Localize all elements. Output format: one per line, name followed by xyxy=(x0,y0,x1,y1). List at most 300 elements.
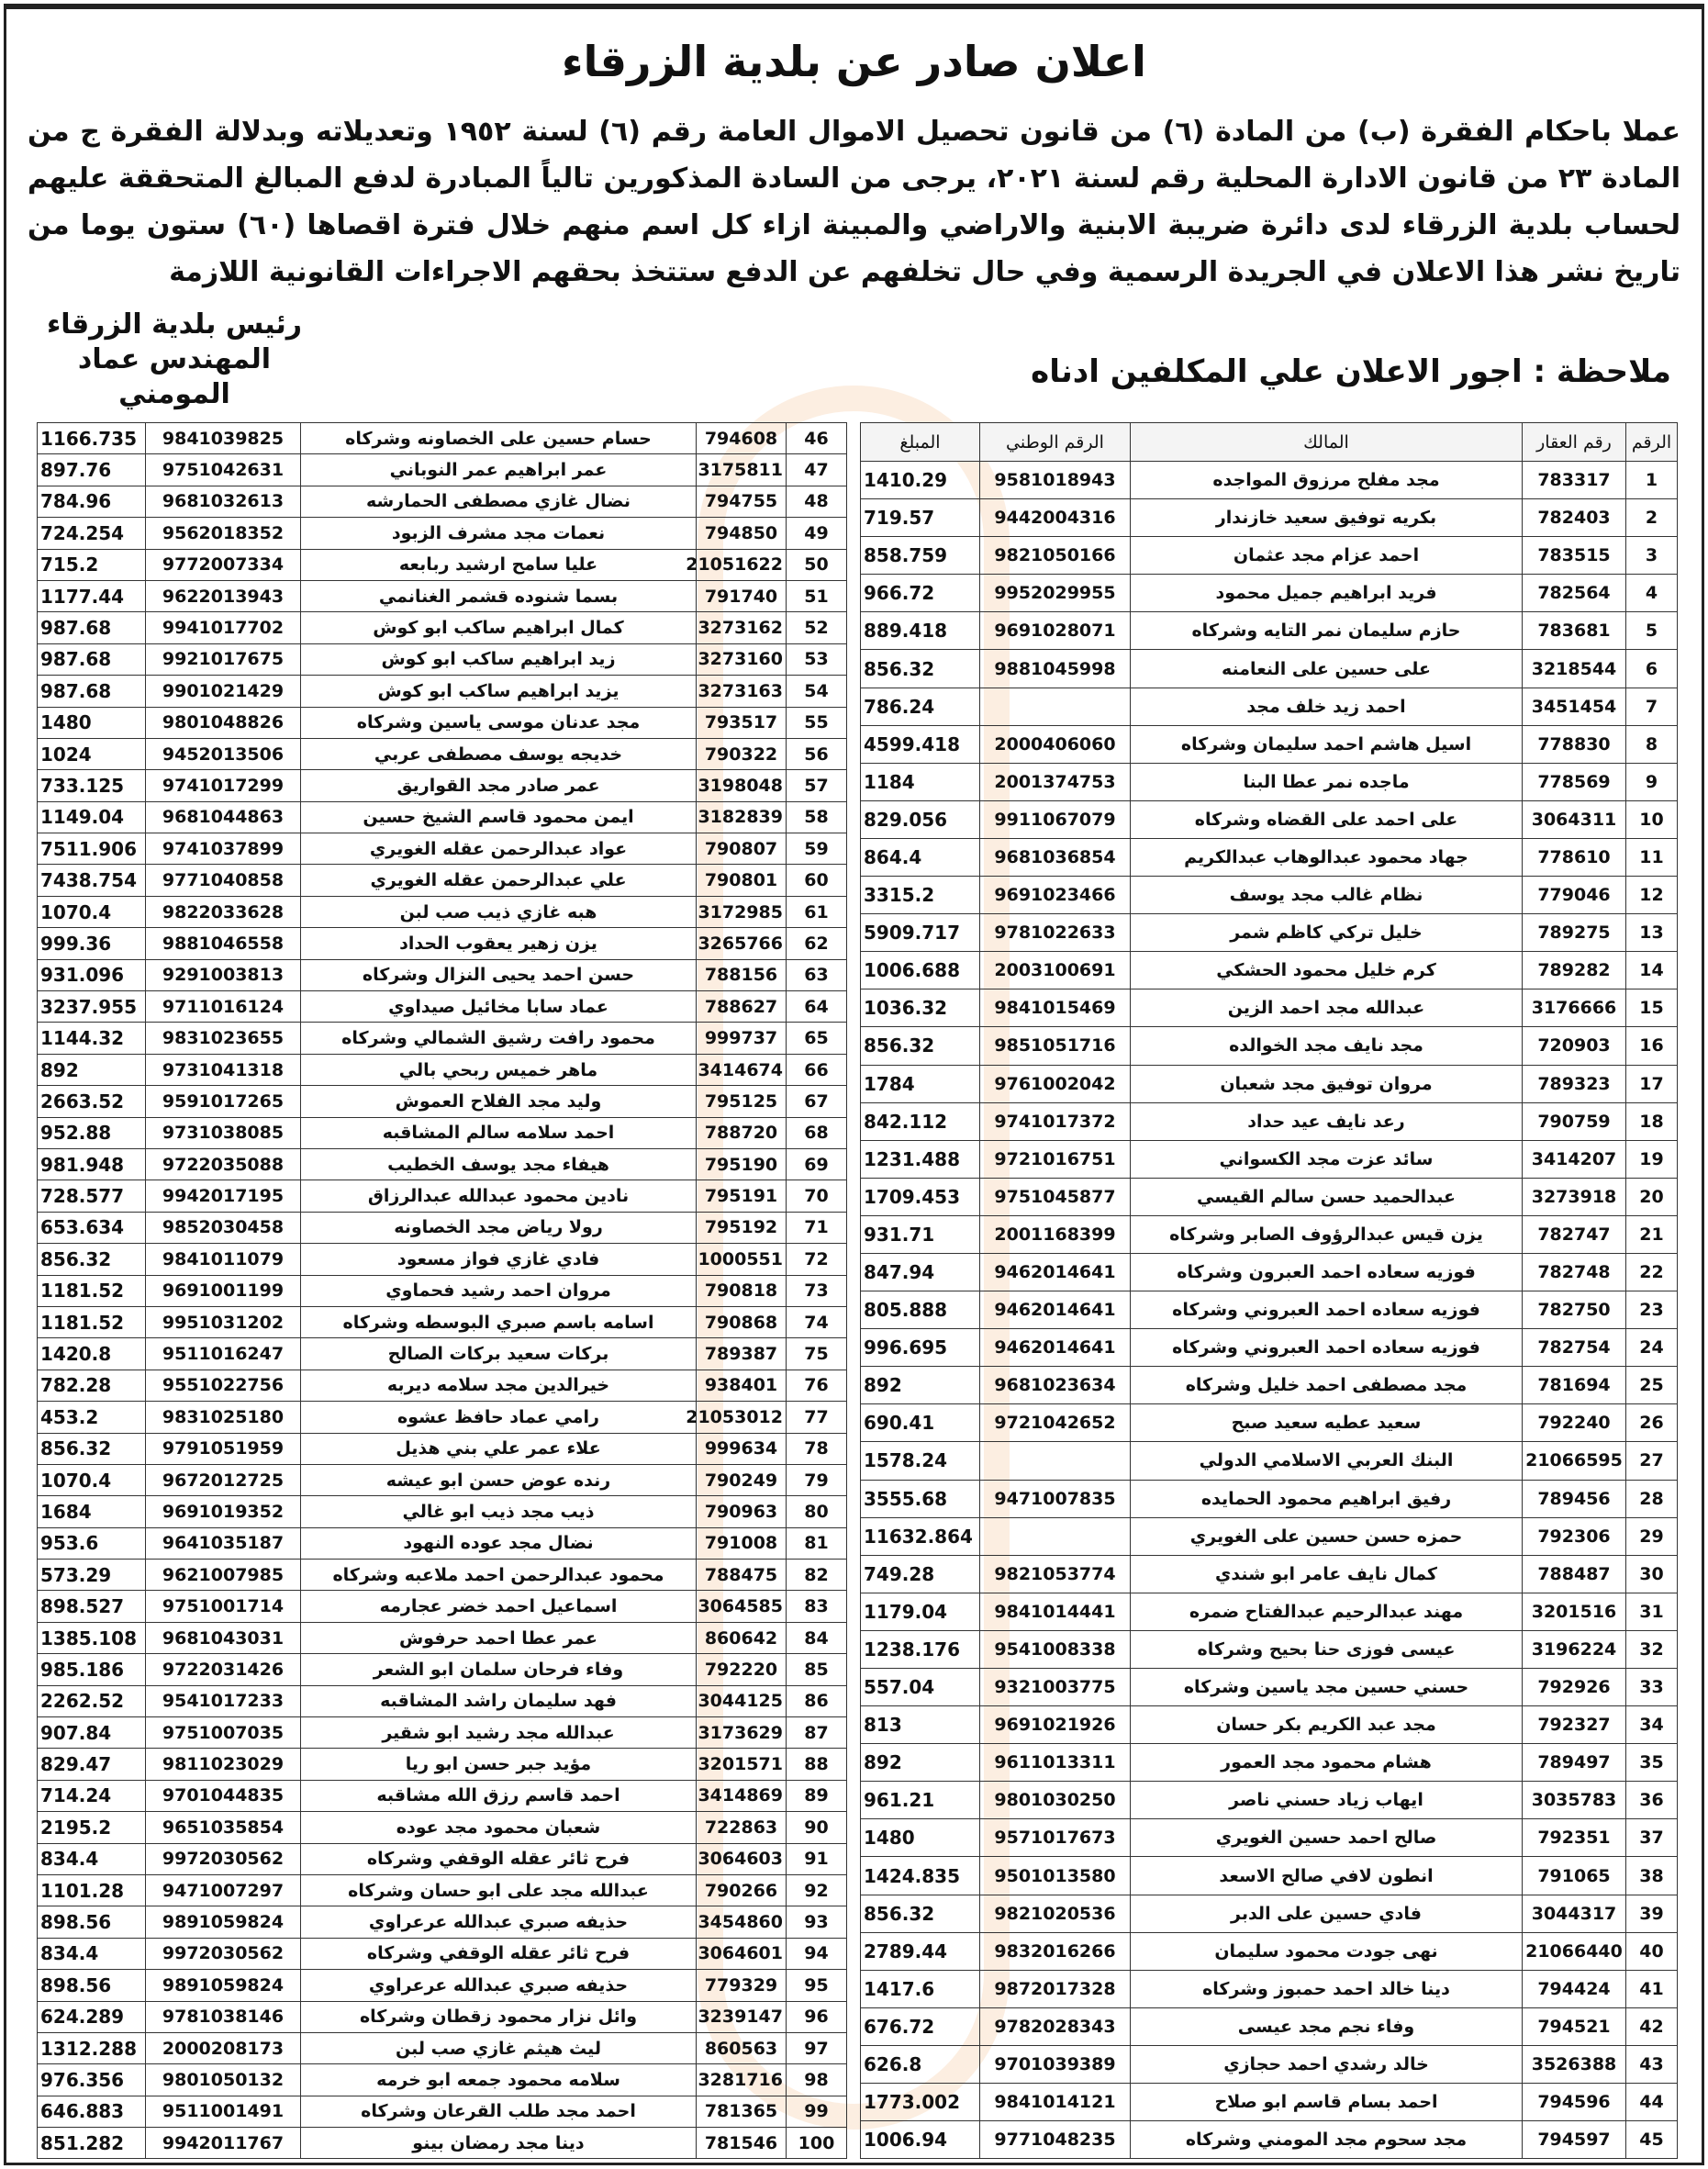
table-row xyxy=(38,549,847,580)
cell-owner: عليا سامح ارشيد ربابعه xyxy=(301,549,697,580)
cell-owner: نعمات مجد مشرف الزبود xyxy=(301,518,697,549)
cell-owner: حمزه حسن حسين على الغويري xyxy=(1131,1517,1523,1555)
cell-amount: 842.112 xyxy=(861,1102,980,1140)
cell-amount: 898.56 xyxy=(38,1970,146,2001)
cell-owner: فرح ثائر عقله الوقفي وشركاه xyxy=(301,1843,697,1874)
cell-amount: 851.282 xyxy=(38,2128,146,2159)
cell-national: 9901021429 xyxy=(146,676,301,707)
table-row xyxy=(861,1819,1678,1857)
cell-national: 9751042631 xyxy=(146,454,301,486)
cell-property: 3281716 xyxy=(697,2064,787,2096)
cell-property: 791740 xyxy=(697,580,787,611)
table-row xyxy=(38,738,847,769)
cell-owner: علي عبدالرحمن عقله الغويري xyxy=(301,865,697,896)
cell-amount: 985.186 xyxy=(38,1654,146,1685)
table-row xyxy=(861,1630,1678,1668)
cell-property: 21051622 xyxy=(697,549,787,580)
cell-num: 94 xyxy=(787,1938,847,1969)
cell-property: 783317 xyxy=(1523,462,1626,499)
cell-property: 792327 xyxy=(1523,1706,1626,1744)
cell-owner: احمد سلامه سالم المشاقبه xyxy=(301,1117,697,1148)
cell-property: 21066440 xyxy=(1523,1932,1626,1970)
cell-property: 3064601 xyxy=(697,1938,787,1969)
cell-num: 30 xyxy=(1626,1555,1678,1593)
cell-owner: شعبان محمود مجد عوده xyxy=(301,1812,697,1843)
cell-num: 33 xyxy=(1626,1669,1678,1706)
cell-num: 70 xyxy=(787,1180,847,1212)
cell-num: 11 xyxy=(1626,838,1678,876)
cell-amount: 1166.735 xyxy=(38,423,146,454)
cell-national: 9841015469 xyxy=(980,989,1131,1027)
table-row xyxy=(861,1517,1678,1555)
cell-owner: فوزيه سعاده احمد العبروني وشركاه xyxy=(1131,1291,1523,1329)
cell-property: 778830 xyxy=(1523,725,1626,763)
table-row xyxy=(38,612,847,643)
cell-owner: احمد عزام مجد عثمان xyxy=(1131,537,1523,575)
cell-num: 5 xyxy=(1626,612,1678,650)
table-row xyxy=(38,1212,847,1243)
cell-national: 9651035854 xyxy=(146,1812,301,1843)
cell-amount: 856.32 xyxy=(38,1433,146,1464)
cell-property: 3454860 xyxy=(697,1906,787,1938)
cell-amount: 782.28 xyxy=(38,1370,146,1401)
cell-amount: 892 xyxy=(861,1367,980,1404)
cell-amount: 11632.864 xyxy=(861,1517,980,1555)
table-row xyxy=(38,1906,847,1938)
table-row xyxy=(38,865,847,896)
table-row xyxy=(38,1275,847,1306)
cell-property: 792306 xyxy=(1523,1517,1626,1555)
cell-owner: حازم سليمان نمر التايه وشركاه xyxy=(1131,612,1523,650)
cell-num: 6 xyxy=(1626,650,1678,688)
cell-national: 9701039389 xyxy=(980,2045,1131,2083)
table-row xyxy=(861,800,1678,838)
table-row xyxy=(861,1178,1678,1215)
table-row xyxy=(38,643,847,675)
cell-amount: 1420.8 xyxy=(38,1338,146,1370)
cell-property: 795191 xyxy=(697,1180,787,1212)
cell-national: 9841039825 xyxy=(146,423,301,454)
cell-national: 9801050132 xyxy=(146,2064,301,2096)
cell-property: 3414869 xyxy=(697,1780,787,1811)
table-row xyxy=(861,1895,1678,1932)
cell-num: 12 xyxy=(1626,877,1678,914)
cell-amount: 889.418 xyxy=(861,612,980,650)
cell-national: 9831025180 xyxy=(146,1402,301,1433)
cell-owner: كرم خليل محمود الحشكي xyxy=(1131,952,1523,989)
cell-owner: حسن احمد يحيى النزال وشركاه xyxy=(301,959,697,990)
cell-national: 9791051959 xyxy=(146,1433,301,1464)
table-row xyxy=(861,763,1678,800)
table-row xyxy=(38,1874,847,1906)
cell-national: 9841014121 xyxy=(980,2084,1131,2121)
cell-national: 9442004316 xyxy=(980,499,1131,537)
cell-property: 790868 xyxy=(697,1306,787,1337)
cell-num: 86 xyxy=(787,1685,847,1716)
table-row xyxy=(38,959,847,990)
cell-national: 9911067079 xyxy=(980,800,1131,838)
cell-num: 89 xyxy=(787,1780,847,1811)
cell-property: 779329 xyxy=(697,1970,787,2001)
cell-owner: نظام غالب مجد يوسف xyxy=(1131,877,1523,914)
table-row xyxy=(861,499,1678,537)
cell-amount: 856.32 xyxy=(38,1244,146,1275)
cell-owner: خالد رشدي احمد حجازي xyxy=(1131,2045,1523,2083)
cell-num: 43 xyxy=(1626,2045,1678,2083)
cell-num: 13 xyxy=(1626,914,1678,952)
cell-owner: وليد مجد الفلاح العموش xyxy=(301,1086,697,1117)
cell-owner: مجد عدنان موسى ياسين وشركاه xyxy=(301,707,697,738)
table-row xyxy=(38,1654,847,1685)
cell-amount: 952.88 xyxy=(38,1117,146,1148)
cell-num: 96 xyxy=(787,2001,847,2032)
cell-property: 3173629 xyxy=(697,1717,787,1749)
cell-property: 21066595 xyxy=(1523,1442,1626,1480)
cell-national: 9921017675 xyxy=(146,643,301,675)
cell-property: 790249 xyxy=(697,1464,787,1495)
table-row xyxy=(38,2001,847,2032)
cell-num: 46 xyxy=(787,423,847,454)
cell-amount: 931.096 xyxy=(38,959,146,990)
cell-owner: هشام محمود مجد العمور xyxy=(1131,1744,1523,1782)
cell-amount: 987.68 xyxy=(38,612,146,643)
cell-amount: 1424.835 xyxy=(861,1857,980,1895)
table-row xyxy=(38,2064,847,2096)
cell-owner: ماهر خميس ربحي بالي xyxy=(301,1054,697,1085)
cell-num: 74 xyxy=(787,1306,847,1337)
table-row xyxy=(861,575,1678,612)
cell-national: 9541017233 xyxy=(146,1685,301,1716)
cell-national: 9781038146 xyxy=(146,2001,301,2032)
cell-owner: فهد سليمان راشد المشاقبه xyxy=(301,1685,697,1716)
table-row xyxy=(861,1706,1678,1744)
cell-property: 3273918 xyxy=(1523,1178,1626,1215)
cell-num: 67 xyxy=(787,1086,847,1117)
cell-owner: انطون لافي صالح الاسعد xyxy=(1131,1857,1523,1895)
cell-owner: اسيل هاشم احمد سليمان وشركاه xyxy=(1131,725,1523,763)
cell-property: 782403 xyxy=(1523,499,1626,537)
cell-property: 788475 xyxy=(697,1560,787,1591)
cell-property: 792220 xyxy=(697,1654,787,1685)
cell-owner: بركات سعيد بركات الصالح xyxy=(301,1338,697,1370)
table-row xyxy=(38,1812,847,1843)
table-row xyxy=(38,928,847,959)
cell-national: 9501013580 xyxy=(980,1857,1131,1895)
cell-owner: على احمد على القضاه وشركاه xyxy=(1131,800,1523,838)
cell-amount: 953.6 xyxy=(38,1527,146,1559)
cell-property: 3035783 xyxy=(1523,1782,1626,1819)
cell-amount: 856.32 xyxy=(861,1027,980,1065)
cell-amount: 1070.4 xyxy=(38,896,146,927)
cell-owner: صالح احمد حسين الغويري xyxy=(1131,1819,1523,1857)
header-owner: المالك xyxy=(1131,423,1523,462)
cell-property: 782564 xyxy=(1523,575,1626,612)
cell-num: 29 xyxy=(1626,1517,1678,1555)
cell-amount: 1578.24 xyxy=(861,1442,980,1480)
cell-national: 9801030250 xyxy=(980,1782,1131,1819)
cell-num: 88 xyxy=(787,1749,847,1780)
cell-owner: مروان احمد رشيد فحماوي xyxy=(301,1275,697,1306)
cell-property: 722863 xyxy=(697,1812,787,1843)
cell-property: 781694 xyxy=(1523,1367,1626,1404)
cell-property: 3201571 xyxy=(697,1749,787,1780)
table-row xyxy=(38,486,847,517)
cell-amount: 719.57 xyxy=(861,499,980,537)
cell-owner: اسماعيل احمد خضر عجارمه xyxy=(301,1591,697,1622)
cell-property: 794521 xyxy=(1523,2007,1626,2045)
table-row xyxy=(861,462,1678,499)
cell-amount: 961.21 xyxy=(861,1782,980,1819)
cell-owner: مجد نايف مجد الخوالده xyxy=(1131,1027,1523,1065)
cell-national xyxy=(980,1517,1131,1555)
cell-property: 3526388 xyxy=(1523,2045,1626,2083)
cell-owner: احمد قاسم رزق الله مشاقبه xyxy=(301,1780,697,1811)
cell-num: 22 xyxy=(1626,1253,1678,1291)
cell-num: 57 xyxy=(787,770,847,801)
cell-owner: سائد عزت مجد الكسواني xyxy=(1131,1140,1523,1178)
cell-num: 48 xyxy=(787,486,847,517)
cell-property: 795192 xyxy=(697,1212,787,1243)
cell-num: 82 xyxy=(787,1560,847,1591)
cell-property: 3064603 xyxy=(697,1843,787,1874)
cell-num: 68 xyxy=(787,1117,847,1148)
cell-national: 9741037899 xyxy=(146,833,301,865)
cell-owner: عبدالحميد حسن سالم القيسي xyxy=(1131,1178,1523,1215)
cell-owner: عمر عطا احمد حرفوش xyxy=(301,1622,697,1653)
cell-num: 63 xyxy=(787,959,847,990)
cell-amount: 856.32 xyxy=(861,650,980,688)
cell-amount: 829.056 xyxy=(861,800,980,838)
cell-owner: فوزيه سعاده احمد العبرون وشركاه xyxy=(1131,1253,1523,1291)
cell-amount: 1144.32 xyxy=(38,1023,146,1054)
cell-amount: 1709.453 xyxy=(861,1178,980,1215)
cell-property: 781546 xyxy=(697,2128,787,2159)
cell-property: 788627 xyxy=(697,991,787,1023)
cell-num: 54 xyxy=(787,676,847,707)
signature-title: رئيس بلدية الزرقاء xyxy=(46,308,303,341)
cell-property: 791065 xyxy=(1523,1857,1626,1895)
cell-amount: 573.29 xyxy=(38,1560,146,1591)
cell-num: 81 xyxy=(787,1527,847,1559)
cell-property: 793517 xyxy=(697,707,787,738)
cell-amount: 898.56 xyxy=(38,1906,146,1938)
table-row xyxy=(861,1367,1678,1404)
table-row xyxy=(38,676,847,707)
cell-national: 9541008338 xyxy=(980,1630,1131,1668)
cell-property: 860642 xyxy=(697,1622,787,1653)
cell-property: 3175811 xyxy=(697,454,787,486)
table-row xyxy=(861,1404,1678,1442)
cell-national: 9731041318 xyxy=(146,1054,301,1085)
cell-num: 3 xyxy=(1626,537,1678,575)
table-row xyxy=(861,1932,1678,1970)
cell-num: 51 xyxy=(787,580,847,611)
cell-owner: نادين محمود عبدالله عبدالرزاق xyxy=(301,1180,697,1212)
table-row xyxy=(861,2045,1678,2083)
cell-num: 83 xyxy=(787,1591,847,1622)
cell-amount: 987.68 xyxy=(38,676,146,707)
cell-owner: محمود رافت رشيق الشمالي وشركاه xyxy=(301,1023,697,1054)
cell-owner: مجد مصطفى احمد خليل وشركاه xyxy=(1131,1367,1523,1404)
cell-num: 24 xyxy=(1626,1329,1678,1367)
cell-num: 50 xyxy=(787,549,847,580)
cell-num: 4 xyxy=(1626,575,1678,612)
cell-property: 790818 xyxy=(697,1275,787,1306)
cell-amount: 1480 xyxy=(38,707,146,738)
cell-property: 3414207 xyxy=(1523,1140,1626,1178)
cell-national: 9722031426 xyxy=(146,1654,301,1685)
cell-owner: عبدالله مجد رشيد ابو شقير xyxy=(301,1717,697,1749)
cell-owner: كمال ابراهيم ساكب ابو كوش xyxy=(301,612,697,643)
cell-national: 9681036854 xyxy=(980,838,1131,876)
cell-num: 60 xyxy=(787,865,847,896)
cell-num: 97 xyxy=(787,2032,847,2063)
table-row xyxy=(38,1464,847,1495)
cell-property: 792926 xyxy=(1523,1669,1626,1706)
cell-num: 16 xyxy=(1626,1027,1678,1065)
cell-owner: سعيد عطيه سعيد صبح xyxy=(1131,1404,1523,1442)
cell-national: 2003100691 xyxy=(980,952,1131,989)
table-row xyxy=(861,1102,1678,1140)
cell-owner: عواد عبدالرحمن عقله الغويري xyxy=(301,833,697,865)
cell-owner: دينا مجد رمضان بينو xyxy=(301,2128,697,2159)
cell-national: 9771040858 xyxy=(146,865,301,896)
cell-num: 73 xyxy=(787,1275,847,1306)
cell-national: 9711016124 xyxy=(146,991,301,1023)
cell-owner: عمر صادر مجد القواريق xyxy=(301,770,697,801)
cell-amount: 1417.6 xyxy=(861,1970,980,2007)
cell-owner: مجد مفلح مرزوق المواجده xyxy=(1131,462,1523,499)
cell-num: 35 xyxy=(1626,1744,1678,1782)
note: ملاحظة : اجور الاعلان علي المكلفين ادناه xyxy=(1031,353,1671,390)
cell-owner: فادي حسين على الدبر xyxy=(1131,1895,1523,1932)
table-row xyxy=(38,1244,847,1275)
table-row xyxy=(38,1338,847,1370)
header-amount: المبلغ xyxy=(861,423,980,462)
table-row xyxy=(861,1065,1678,1102)
cell-property: 3273163 xyxy=(697,676,787,707)
cell-amount: 999.36 xyxy=(38,928,146,959)
cell-property: 938401 xyxy=(697,1370,787,1401)
cell-amount: 1238.176 xyxy=(861,1630,980,1668)
cell-national: 9952029955 xyxy=(980,575,1131,612)
table-row xyxy=(861,914,1678,952)
cell-owner: خليل تركي كاظم شمر xyxy=(1131,914,1523,952)
table-row xyxy=(38,1591,847,1622)
table-row xyxy=(861,838,1678,876)
cell-national: 9691001199 xyxy=(146,1275,301,1306)
cell-national: 2001168399 xyxy=(980,1215,1131,1253)
table-row xyxy=(861,1857,1678,1895)
cell-owner: مؤيد جبر حسن ابو ريا xyxy=(301,1749,697,1780)
cell-property: 3196224 xyxy=(1523,1630,1626,1668)
cell-amount: 2195.2 xyxy=(38,1812,146,1843)
cell-owner: خيرالدين مجد سلامه ديربه xyxy=(301,1370,697,1401)
cell-owner: يزن قيس عبدالرؤوف الصابر وشركاه xyxy=(1131,1215,1523,1253)
table-row xyxy=(38,1560,847,1591)
cell-amount: 805.888 xyxy=(861,1291,980,1329)
cell-amount: 557.04 xyxy=(861,1669,980,1706)
cell-property: 3044317 xyxy=(1523,1895,1626,1932)
cell-owner: اسامه باسم صبري البوسطه وشركاه xyxy=(301,1306,697,1337)
cell-national: 9681023634 xyxy=(980,1367,1131,1404)
cell-national: 9781022633 xyxy=(980,914,1131,952)
cell-national: 9872017328 xyxy=(980,1970,1131,2007)
cell-national: 9841011079 xyxy=(146,1244,301,1275)
cell-amount: 1036.32 xyxy=(861,989,980,1027)
cell-national: 9471007297 xyxy=(146,1874,301,1906)
cell-num: 92 xyxy=(787,1874,847,1906)
cell-property: 999737 xyxy=(697,1023,787,1054)
cell-num: 32 xyxy=(1626,1630,1678,1668)
cell-num: 53 xyxy=(787,643,847,675)
header-national: الرقم الوطني xyxy=(980,423,1131,462)
cell-owner: نضال غازي مصطفى الحمارشه xyxy=(301,486,697,517)
cell-amount: 1231.488 xyxy=(861,1140,980,1178)
owners-table-left xyxy=(37,422,847,2159)
cell-national: 9571017673 xyxy=(980,1819,1131,1857)
cell-amount: 1184 xyxy=(861,763,980,800)
table-row xyxy=(38,580,847,611)
cell-national: 9891059824 xyxy=(146,1906,301,1938)
cell-property: 3239147 xyxy=(697,2001,787,2032)
cell-property: 3176666 xyxy=(1523,989,1626,1027)
cell-amount: 2789.44 xyxy=(861,1932,980,1970)
cell-num: 98 xyxy=(787,2064,847,2096)
cell-num: 10 xyxy=(1626,800,1678,838)
cell-property: 1000551 xyxy=(697,1244,787,1275)
table-row xyxy=(38,896,847,927)
table-row xyxy=(861,1593,1678,1630)
cell-national: 9751007035 xyxy=(146,1717,301,1749)
cell-national: 9972030562 xyxy=(146,1843,301,1874)
cell-owner: ماجده نمر عطا البنا xyxy=(1131,763,1523,800)
table-row xyxy=(861,688,1678,725)
cell-amount: 453.2 xyxy=(38,1402,146,1433)
cell-property: 781365 xyxy=(697,2096,787,2127)
cell-property: 795190 xyxy=(697,1148,787,1180)
cell-num: 61 xyxy=(787,896,847,927)
cell-num: 42 xyxy=(1626,2007,1678,2045)
table-row xyxy=(861,1027,1678,1065)
cell-owner: دينا خالد احمد حمبوز وشركاه xyxy=(1131,1970,1523,2007)
cell-owner: هبه غازي ذيب صب لبن xyxy=(301,896,697,927)
cell-national: 9721042652 xyxy=(980,1404,1131,1442)
table-row xyxy=(38,1306,847,1337)
cell-amount: 1480 xyxy=(861,1819,980,1857)
table-row xyxy=(38,423,847,454)
cell-property: 21053012 xyxy=(697,1402,787,1433)
cell-national: 9622013943 xyxy=(146,580,301,611)
cell-num: 64 xyxy=(787,991,847,1023)
cell-amount: 7511.906 xyxy=(38,833,146,865)
cell-num: 87 xyxy=(787,1717,847,1749)
cell-national: 9611013311 xyxy=(980,1744,1131,1782)
cell-property: 860563 xyxy=(697,2032,787,2063)
cell-num: 17 xyxy=(1626,1065,1678,1102)
table-row xyxy=(38,1086,847,1117)
cell-national: 9972030562 xyxy=(146,1938,301,1969)
cell-national: 9741017299 xyxy=(146,770,301,801)
cell-owner: رعد نايف عيد حداد xyxy=(1131,1102,1523,1140)
cell-amount: 1070.4 xyxy=(38,1464,146,1495)
cell-amount: 624.289 xyxy=(38,2001,146,2032)
cell-amount: 784.96 xyxy=(38,486,146,517)
cell-property: 3451454 xyxy=(1523,688,1626,725)
cell-owner: علاء عمر علي بني هذيل xyxy=(301,1433,697,1464)
table-row xyxy=(38,2032,847,2063)
table-row xyxy=(38,833,847,865)
